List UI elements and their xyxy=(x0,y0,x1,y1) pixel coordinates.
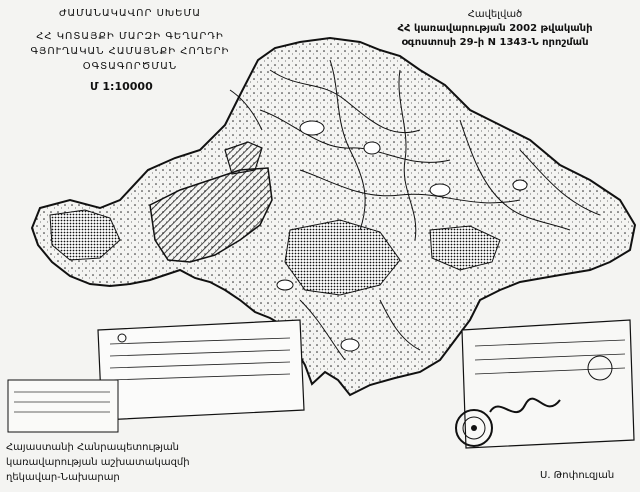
map-scale: Մ 1:10000 xyxy=(90,80,153,93)
approval-note xyxy=(370,8,620,50)
title-line-4: ՕԳՏԱԳՈՐԾՄԱՆ xyxy=(82,61,178,72)
signature-block xyxy=(6,440,216,485)
signature-line-1: Հայաստանի Հանրապետության xyxy=(6,442,180,453)
approval-line-2: օգոստոսի 29-ի N 1343-Ն որոշման xyxy=(401,37,589,48)
approval-heading: Հավելված xyxy=(467,9,523,20)
signature-line-2: կառավարության աշխատակազմի xyxy=(6,457,190,468)
title-line-2: ՀՀ ԿՈՏԱՅՔԻ ՄԱՐԶԻ ԳԵՂԱՐԴԻ xyxy=(36,31,224,42)
document-insert-left-small xyxy=(8,380,118,432)
document-insert-right xyxy=(462,320,634,448)
title-line-1: ԺԱՄԱՆԱԿԱՎՈՐ ՍԽԵՄԱ xyxy=(58,8,202,19)
map-title xyxy=(10,6,250,74)
signature-line-3: ղեկավար-Նախարար xyxy=(6,472,120,483)
approval-line-1: ՀՀ կառավարության 2002 թվականի xyxy=(397,23,593,34)
title-line-3: ԳՅՈՒՂԱԿԱՆ ՀԱՄԱՅՆՔԻ ՀՈՂԵՐԻ xyxy=(30,46,230,57)
document-insert-left xyxy=(98,320,304,420)
signatory-name: Ս. Թոփուզյան xyxy=(540,470,615,481)
